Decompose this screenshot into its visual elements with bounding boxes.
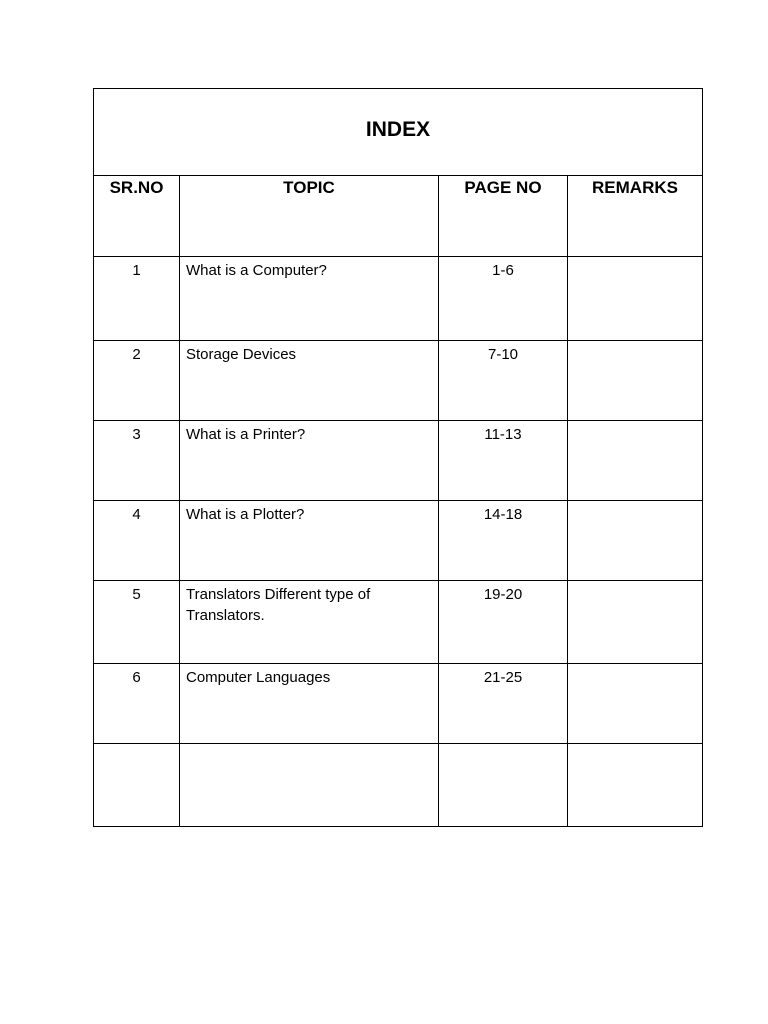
topic-cell: Computer Languages	[180, 664, 439, 744]
sr-no-cell	[94, 744, 180, 827]
title-row	[94, 89, 703, 176]
sr-no-cell: 4	[94, 501, 180, 581]
table-row	[94, 421, 703, 501]
page-no-cell: 21-25	[439, 664, 568, 744]
remarks-cell	[568, 581, 703, 664]
header-sr-no: SR.NO	[94, 176, 180, 257]
page-no-cell: 19-20	[439, 581, 568, 664]
topic-cell: What is a Plotter?	[180, 501, 439, 581]
header-row	[94, 176, 703, 257]
table-row	[94, 341, 703, 421]
header-remarks: REMARKS	[568, 176, 703, 257]
topic-cell: Storage Devices	[180, 341, 439, 421]
index-table	[93, 88, 703, 827]
remarks-cell	[568, 341, 703, 421]
table-row	[94, 664, 703, 744]
remarks-cell	[568, 257, 703, 341]
header-topic: TOPIC	[180, 176, 439, 257]
remarks-cell	[568, 744, 703, 827]
page-no-cell: 1-6	[439, 257, 568, 341]
topic-cell: What is a Computer?	[180, 257, 439, 341]
page-no-cell	[439, 744, 568, 827]
remarks-cell	[568, 664, 703, 744]
sr-no-cell: 2	[94, 341, 180, 421]
sr-no-cell: 3	[94, 421, 180, 501]
table-row	[94, 257, 703, 341]
topic-cell: Translators Different type of Translators.	[180, 581, 439, 664]
sr-no-cell: 5	[94, 581, 180, 664]
page-no-cell: 7-10	[439, 341, 568, 421]
page-no-cell: 14-18	[439, 501, 568, 581]
remarks-cell	[568, 421, 703, 501]
title-cell	[94, 89, 703, 176]
remarks-cell	[568, 501, 703, 581]
sr-no-cell: 1	[94, 257, 180, 341]
page-no-cell: 11-13	[439, 421, 568, 501]
sr-no-cell: 6	[94, 664, 180, 744]
topic-cell	[180, 744, 439, 827]
table-row	[94, 581, 703, 664]
header-page-no: PAGE NO	[439, 176, 568, 257]
table-row	[94, 744, 703, 827]
page-title: INDEX	[365, 117, 431, 141]
table-row	[94, 501, 703, 581]
topic-cell: What is a Printer?	[180, 421, 439, 501]
